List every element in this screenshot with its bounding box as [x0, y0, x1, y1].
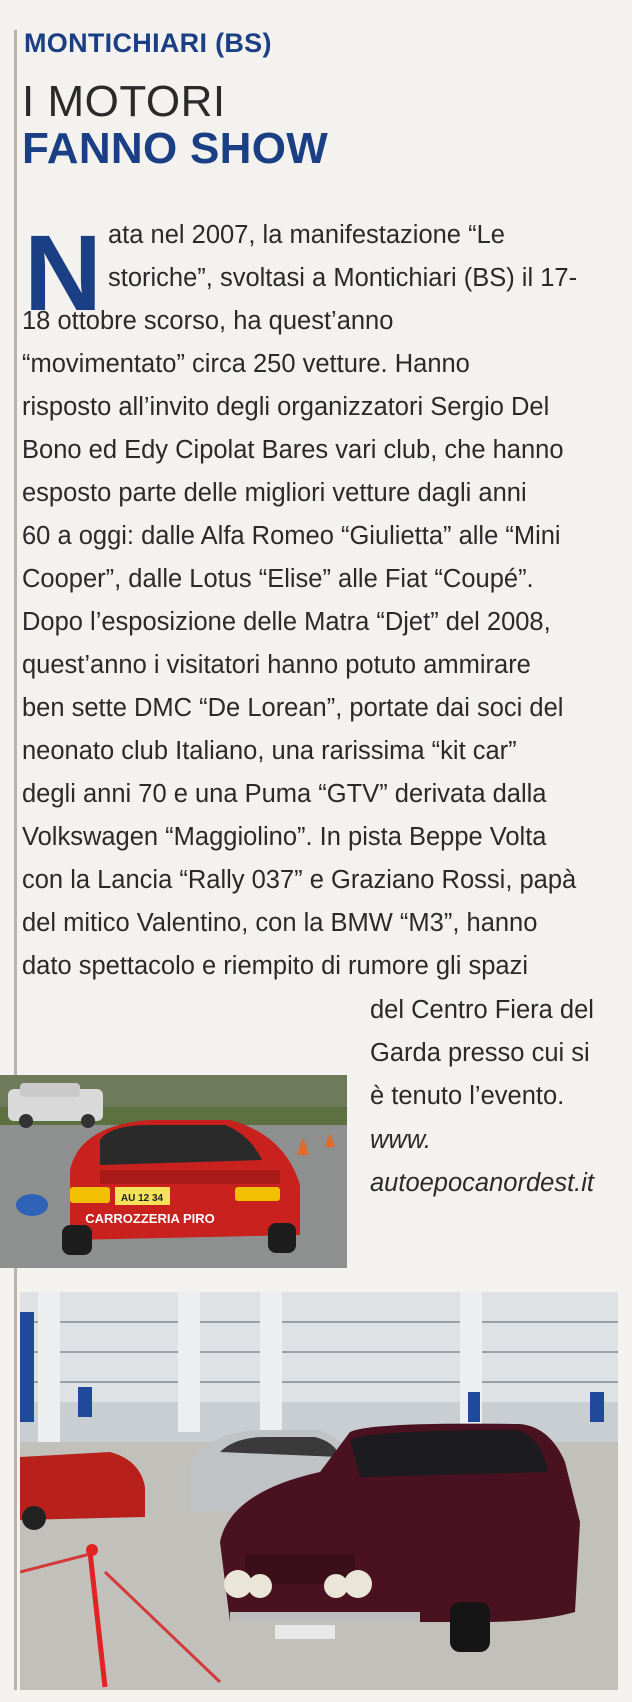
body-line: Cooper”, dalle Lotus “Elise” alle Fiat “Coupé”.: [22, 565, 534, 593]
body-line: neonato club Italiano, una rarissima “kit car”: [22, 737, 517, 765]
photo-red-car-illustration: [0, 1075, 347, 1268]
photo-exhibition-hall: [20, 1292, 618, 1690]
body-line: con la Lancia “Rally 037” e Graziano Rossi, papà: [22, 866, 577, 894]
body-line: risposto all’invito degli organizzatori Sergio Del: [22, 393, 550, 421]
body-line: Dopo l’esposizione delle Matra “Djet” del 2008,: [22, 608, 551, 636]
article-kicker: MONTICHIARI (BS): [24, 28, 272, 58]
car-sponsor-text: CARROZZERIA PIRO: [85, 1211, 215, 1226]
body-line: dato spettacolo e riempito di rumore gli spazi: [22, 952, 529, 980]
body-line: del mitico Valentino, con la BMW “M3”, hanno: [22, 909, 538, 937]
website-link-line2[interactable]: autoepocanordest.it: [370, 1169, 594, 1197]
body-line: 60 a oggi: dalle Alfa Romeo “Giulietta” alle “Mini: [22, 522, 561, 550]
body-line: quest’anno i visitatori hanno potuto ammirare: [22, 651, 531, 679]
body-line: degli anni 70 e una Puma “GTV” derivata dalla: [22, 780, 547, 808]
body-line: “movimentato” circa 250 vetture. Hanno: [22, 350, 470, 378]
photo-hall-illustration: [20, 1292, 618, 1690]
article-title-line1: I MOTORI: [22, 77, 226, 126]
photo-red-car-on-track: [0, 1075, 347, 1268]
article-title-line2: FANNO SHOW: [22, 124, 329, 173]
body-line: ata nel 2007, la manifestazione “Le: [108, 221, 505, 249]
website-link-line1[interactable]: www.: [370, 1126, 431, 1154]
drop-cap: N: [24, 212, 102, 333]
body-line: del Centro Fiera del: [370, 996, 594, 1024]
body-line: storiche”, svoltasi a Montichiari (BS) il 17-: [108, 264, 578, 292]
body-line: esposto parte delle migliori vetture dagli anni: [22, 479, 527, 507]
body-line: Bono ed Edy Cipolat Bares vari club, che hanno: [22, 436, 564, 464]
body-line: ben sette DMC “De Lorean”, portate dai soci del: [22, 694, 564, 722]
body-line: Garda presso cui si: [370, 1039, 590, 1067]
body-line: è tenuto l’evento.: [370, 1082, 565, 1110]
body-line: Volkswagen “Maggiolino”. In pista Beppe Volta: [22, 823, 547, 851]
license-plate-text: AU 12 34: [120, 1193, 164, 1204]
body-line: 18 ottobre scorso, ha quest’anno: [22, 307, 394, 335]
column-rule: [14, 30, 17, 1690]
